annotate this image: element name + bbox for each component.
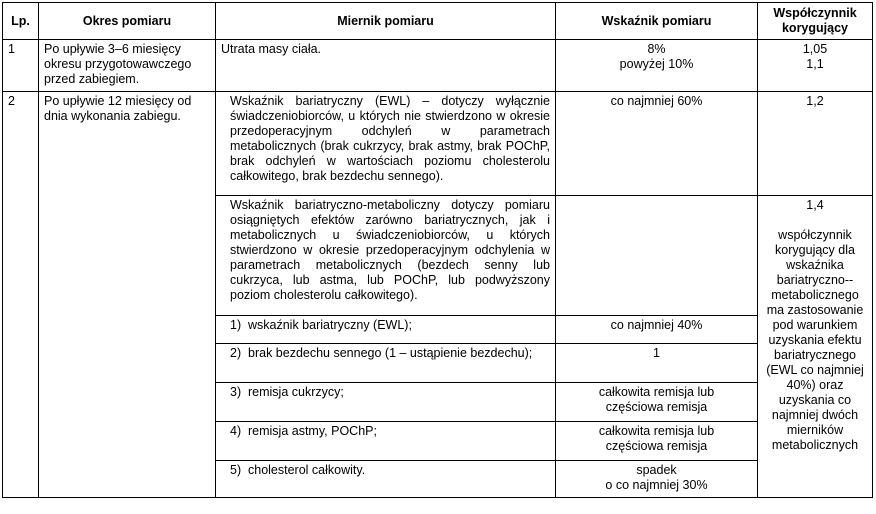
bm-item-2-text: brak bezdechu sennego (1 – ustąpienie bezdechu); — [248, 346, 533, 360]
bm-item-4 — [216, 422, 556, 461]
bm-item-5-num: 5) — [230, 463, 242, 477]
bm-item-4-value-2: częściowa remisja — [605, 439, 708, 453]
bm-item-4-value — [556, 422, 758, 461]
bm-item-1-value-1: co najmniej 40% — [610, 318, 703, 332]
bm-item-1-value — [556, 316, 758, 344]
header-row — [3, 3, 873, 40]
ewl-wspolczynnik: 1,2 — [758, 92, 873, 196]
bm-item-1 — [216, 316, 556, 344]
row1-wspolczynnik — [758, 40, 873, 92]
bm-item-5-value-2: o co najmniej 30% — [605, 478, 708, 492]
bm-item-5-value-1: spadek — [636, 463, 677, 477]
header-wspolczynnik-line2: korygujący — [781, 21, 848, 35]
bm-item-3-num: 3) — [230, 385, 242, 399]
row2-lp: 2 — [3, 92, 39, 498]
header-miernik: Miernik pomiaru — [216, 3, 556, 40]
bm-item-3-value-1: całkowita remisja lub — [598, 385, 715, 399]
measurement-table — [2, 2, 873, 498]
table-row-2-ewl — [3, 92, 873, 196]
bm-item-1-num: 1) — [230, 318, 242, 332]
bm-item-4-num: 4) — [230, 424, 242, 438]
bm-item-3-text: remisja cukrzycy; — [248, 385, 344, 399]
bm-item-3 — [216, 383, 556, 422]
bm-item-2 — [216, 344, 556, 383]
bm-item-5 — [216, 461, 556, 498]
header-lp: Lp. — [3, 3, 39, 40]
header-wspolczynnik-line1: Współczynnik — [773, 6, 857, 20]
bm-miernik: Wskaźnik bariatryczno-metaboliczny dotyczy pomiaru osiągniętych efektów zarówno bariatrycznych, jak i metabolicznych u świadczeniobiorców, u których stwierdzono w okresie przedoperacyjnym odchylenia w parametrach metabolicznych (bezdech senny lub cukrzyca, lub astma, lub POChP, lub podwyższony poziom cholesterolu całkowitego). — [216, 196, 556, 316]
header-wspolczynnik — [758, 3, 873, 40]
bm-item-5-text: cholesterol całkowity. — [248, 463, 366, 477]
bm-item-4-text: remisja astmy, POChP; — [248, 424, 377, 438]
bm-wspolczynnik — [758, 196, 873, 498]
ewl-wskaznik: co najmniej 60% — [556, 92, 758, 196]
bm-item-4-value-1: całkowita remisja lub — [598, 424, 715, 438]
bm-item-1-text: wskaźnik bariatryczny (EWL); — [248, 318, 412, 332]
row1-lp: 1 — [3, 40, 39, 92]
bm-item-5-value — [556, 461, 758, 498]
row1-wskaznik-1: 8% — [647, 42, 666, 56]
bm-item-2-num: 2) — [230, 346, 242, 360]
bm-item-3-value — [556, 383, 758, 422]
row1-wsp-2: 1,1 — [806, 57, 824, 71]
bm-wskaznik-empty — [556, 196, 758, 316]
bm-item-3-value-2: częściowa remisja — [605, 400, 708, 414]
bm-item-2-value — [556, 344, 758, 383]
row1-wsp-1: 1,05 — [802, 42, 828, 56]
bm-wsp-value: 1,4 — [806, 198, 824, 212]
bm-wsp-note: współczynnik korygujący dla wskaźnika bariatryczno--metabolicznego ma zastosowanie pod warunkiem uzyskania efektu bariatrycznego (EWL co najmniej 40%) oraz uzyskania co najmniej dwóch mierników metabolicznych — [766, 228, 864, 452]
table-row-1 — [3, 40, 873, 92]
row1-okres: Po upływie 3–6 miesięcy okresu przygotowawczego przed zabiegiem. — [39, 40, 216, 92]
header-wskaznik: Wskaźnik pomiaru — [556, 3, 758, 40]
row1-wskaznik — [556, 40, 758, 92]
row1-wskaznik-2: powyżej 10% — [619, 57, 694, 71]
header-okres: Okres pomiaru — [39, 3, 216, 40]
ewl-miernik: Wskaźnik bariatryczny (EWL) – dotyczy wyłącznie świadczeniobiorców, u których nie stwierdzono w okresie przedoperacyjnym odchyleń w parametrach metabolicznych (brak cukrzycy, brak astmy, brak POChP, brak odchyleń w wartościach poziomu cholesterolu całkowitego, brak bezdechu sennego). — [216, 92, 556, 196]
row1-miernik: Utrata masy ciała. — [216, 40, 556, 92]
row2-okres: Po upływie 12 miesięcy od dnia wykonania zabiegu. — [39, 92, 216, 498]
bm-item-2-value-1: 1 — [653, 346, 660, 360]
